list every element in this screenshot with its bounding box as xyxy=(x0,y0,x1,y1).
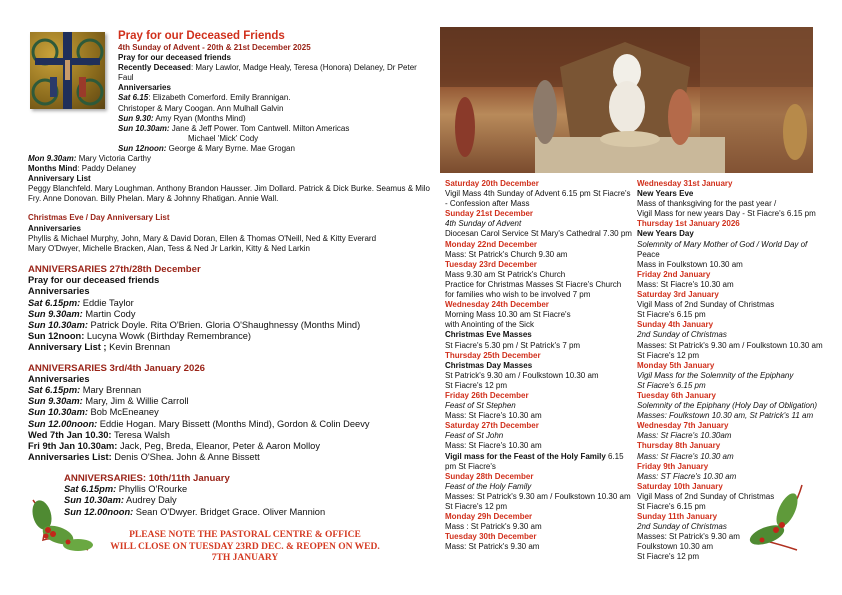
entry-text: Eddie Taylor xyxy=(80,297,134,308)
entry-line xyxy=(28,419,423,430)
entry-text: Kevin Brennan xyxy=(106,342,171,353)
text-line: St Fiacre's 6.15 pm xyxy=(637,380,706,390)
text-line: St Fiacre's 6.15 pm xyxy=(637,502,706,511)
text-line: Mass: ST Fiacre's 10.30 am xyxy=(637,471,737,481)
entry-label: Sun 9.30am: xyxy=(28,308,83,319)
text-line: Christmas Day Masses xyxy=(445,360,533,370)
section-heading: Sunday 28th December xyxy=(445,471,534,481)
text-line: Christoper & Mary Coogan. Ann Mulhall Galvin xyxy=(118,103,284,113)
section-heading: Christmas Eve / Day Anniversary List xyxy=(28,213,170,223)
section-heading: Saturday 3rd January xyxy=(637,290,719,300)
january-anniversaries xyxy=(64,473,364,518)
text-line: Practice for Christmas Masses St Fiacre's Church xyxy=(445,279,622,289)
notice-line: PLEASE NOTE THE PASTORAL CENTRE & OFFICE xyxy=(129,530,361,540)
entry-line xyxy=(118,124,418,134)
spacer xyxy=(28,354,423,363)
text-line: Pray for our deceased friends xyxy=(28,275,160,286)
text-line: Christmas Eve Masses xyxy=(445,330,532,340)
holly-decoration-icon xyxy=(742,480,808,560)
entry-text: : Paddy Delaney xyxy=(77,164,137,174)
text-line: St Fiacre's 12 pm xyxy=(637,350,699,360)
text-line: Mass 9.30 am St Patrick's Church xyxy=(445,269,566,279)
text-line: Masses: St Patrick's 9.30 am / Foulkstown 10.30 am xyxy=(445,491,631,501)
entry-line xyxy=(28,441,423,452)
entry-text: 6.15 xyxy=(605,451,624,461)
text-line: Michael 'Mick' Cody xyxy=(188,133,259,143)
text-line: Mass: St Patrick's 9.30 am xyxy=(445,542,540,552)
section-heading: ANNIVERSARIES 3rd/4th January 2026 xyxy=(28,362,206,374)
section-heading: Saturday 27th December xyxy=(445,421,539,431)
entry-label: Sun 10.30am: xyxy=(64,495,124,506)
text-line: Vigil Mass of 2nd Sunday of Christmas xyxy=(637,491,775,501)
entry-text: : Elizabeth Comerford. Emily Brannigan. xyxy=(148,93,291,103)
entry-label: Sun 10.30am: xyxy=(28,320,88,331)
entry-line xyxy=(28,342,423,353)
section-heading: Monday 22nd December xyxy=(445,239,538,249)
text-line: Vigil Mass for new years Day - St Fiacre's 6.15 pm xyxy=(637,209,816,219)
text-line: Vigil Mass for the Solemnity of the Epiphany xyxy=(637,370,794,380)
text-line: Masses: Foulkstown 10.30 am, St Patrick's 11 am xyxy=(637,411,814,421)
section-heading: Wednesday 24th December xyxy=(445,300,549,310)
section-heading: Monday 5th January xyxy=(637,360,715,370)
text-line: Solemnity of the Epiphany (Holy Day of Obligation) xyxy=(637,401,818,411)
text-line: Mass: St Patrick's Church 9.30 am xyxy=(445,249,568,259)
text-line: New Years Eve xyxy=(637,189,694,199)
entry-line xyxy=(28,407,423,418)
entry-label: Sat 6.15pm: xyxy=(64,484,117,495)
text-line: St Patrick's 9.30 am / Foulkstown 10.30 am xyxy=(445,370,599,380)
text-line: Feast of St Stephen xyxy=(445,401,516,411)
text-line: 2nd Sunday of Christmas xyxy=(637,330,727,340)
text-line: Feast of St John xyxy=(445,431,504,441)
upcoming-anniversaries xyxy=(28,264,423,463)
entry-text: Mary Victoria Carthy xyxy=(76,154,152,163)
spacer xyxy=(28,204,423,213)
entry-text: Jack, Peg, Breda, Eleanor, Peter & Aaron Molloy xyxy=(117,441,320,452)
text-line: Fry. Anne Donovan. Billy Phelan. Mary & Johnny Rhatigan. Annie Wall. xyxy=(28,194,279,204)
text-line: for families who wish to be involved 7 pm xyxy=(445,290,591,300)
section-heading: Tuesday 30th December xyxy=(445,532,537,542)
entry-line xyxy=(118,144,418,154)
text-line: Mass in Foulkstown 10.30 am xyxy=(637,259,743,269)
entry-text: Martin Cody xyxy=(82,308,136,319)
text-line: Vigil Mass 4th Sunday of Advent 6.15 pm St Fiacre's xyxy=(445,189,631,199)
entry-line xyxy=(28,385,423,396)
text-line: with Anointing of the Sick xyxy=(445,320,534,330)
text-line: Anniversary List xyxy=(28,174,91,184)
entry-line xyxy=(118,63,418,73)
entry-text: Mary, Jim & Willie Carroll xyxy=(82,396,189,407)
entry-label: Anniversary List ; xyxy=(28,342,107,353)
text-line: Mass: St Fiacre's 10.30 am xyxy=(637,279,734,289)
entry-line xyxy=(28,430,423,441)
text-line: Diocesan Carol Service St Mary's Cathedral 7.30 pm xyxy=(445,229,632,239)
text-line: Solemnity of Mary Mother of God / World Day of xyxy=(637,239,808,249)
entry-text: Mary Brennan xyxy=(80,385,142,396)
deceased-friends-header xyxy=(118,29,418,154)
entry-line xyxy=(28,298,423,309)
notice-line: WILL CLOSE ON TUESDAY 23RD DEC. & REOPEN ON WED. xyxy=(110,541,380,552)
section-heading: Sunday 11th January xyxy=(637,512,718,522)
office-closure-notice xyxy=(95,530,395,565)
entry-label: Sun 12noon: xyxy=(28,331,85,342)
section-heading: Wednesday 7th January xyxy=(637,421,729,431)
schedule-column-december xyxy=(445,179,635,552)
text-line: Mass of thanksgiving for the past year / xyxy=(637,199,777,209)
text-line: Peace xyxy=(637,249,660,259)
text-line: Mass: St Fiacre's 10.30 am xyxy=(445,441,542,451)
section-heading: Monday 29h December xyxy=(445,512,533,522)
entry-label: Sat 6.15 xyxy=(118,93,149,103)
entry-line xyxy=(28,154,423,164)
text-line: 4th Sunday of Advent xyxy=(445,219,522,229)
crucifix-mosaic-image xyxy=(30,32,105,109)
entry-line xyxy=(28,396,423,407)
section-heading: Friday 26th December xyxy=(445,390,529,400)
text-line: Pray for our deceased friends xyxy=(118,53,231,63)
entry-label: Sun 9.30: xyxy=(118,113,154,123)
entry-text: Teresa Walsh xyxy=(111,429,170,440)
text-line: Anniversaries xyxy=(28,223,81,233)
section-heading: ANNIVERSARIES: 10th/11th January xyxy=(64,473,230,484)
entry-label: Sun 12.00noon: xyxy=(28,418,98,429)
entry-label: Anniversaries List: xyxy=(28,452,112,463)
entry-label: Sat 6.15pm: xyxy=(28,385,81,396)
nativity-scene-photo xyxy=(440,27,813,173)
text-line: St Fiacre's 6.15 pm xyxy=(637,310,706,320)
entry-label: Sun 12.00noon: xyxy=(64,506,134,517)
text-line: pm St Fiacre's xyxy=(445,461,496,471)
notice-line: 7TH JANUARY xyxy=(211,553,279,563)
entry-text: Jane & Jeff Power. Tom Cantwell. Milton Americas xyxy=(169,123,350,133)
section-heading: Saturday 10th January xyxy=(637,481,723,491)
section-heading: Wednesday 31st January xyxy=(637,179,733,188)
entry-line xyxy=(64,484,364,495)
entry-label: Sat 6.15pm: xyxy=(28,297,81,308)
text-line: St Fiacre's 12 pm xyxy=(637,552,699,562)
entry-text: George & Mary Byrne. Mae Grogan xyxy=(166,143,295,153)
entry-line xyxy=(28,320,423,331)
entry-text: Denis O'Shea. John & Anne Bissett xyxy=(111,452,260,463)
text-line: Anniversaries xyxy=(118,83,171,93)
entry-line xyxy=(64,495,364,506)
text-line: Faul xyxy=(118,73,134,83)
entry-label: Sun 10.30am: xyxy=(28,407,88,418)
entry-line xyxy=(445,452,635,462)
entry-label: Wed 7th Jan 10.30: xyxy=(28,429,112,440)
section-heading: Sunday 4th January xyxy=(637,320,714,330)
section-heading: Tuesday 6th January xyxy=(637,390,716,400)
entry-line xyxy=(28,164,423,174)
section-heading: Saturday 20th December xyxy=(445,179,539,188)
entry-label: Vigil mass for the Feast of the Holy Family xyxy=(445,451,606,461)
text-line: Phyllis & Michael Murphy, John, Mary & David Doran, Ellen & Thomas O'Neill, Ned & Kitty Everard xyxy=(28,233,377,243)
text-line: Mass: St Fiacre's 10.30am xyxy=(637,431,732,441)
text-line: 2nd Sunday of Christmas xyxy=(637,522,727,532)
text-line: Morning Mass 10.30 am St Fiacre's xyxy=(445,310,571,320)
entry-text: Lucyna Wowk (Birthday Remembrance) xyxy=(84,331,252,342)
entry-line xyxy=(28,309,423,320)
text-line: Masses: St Patrick's 9.30 am xyxy=(637,532,740,542)
section-heading: Friday 9th January xyxy=(637,461,709,471)
text-line: Mass : St Patrick's 9.30 am xyxy=(445,522,542,532)
text-line: St Fiacre's 12 pm xyxy=(445,502,507,511)
section-heading: ANNIVERSARIES 27th/28th December xyxy=(28,264,201,275)
text-line: Mass: St Fiacre's 10.30 am xyxy=(637,451,734,461)
entry-label: Fri 9th Jan 10.30am: xyxy=(28,441,118,452)
entry-label: Sun 9.30am: xyxy=(28,396,83,407)
text-line: St Fiacre's 12 pm xyxy=(445,380,507,390)
text-line: - Confession after Mass xyxy=(445,199,530,209)
anniversary-lists xyxy=(28,154,430,254)
section-heading: Friday 2nd January xyxy=(637,269,711,279)
section-heading: Thursday 25th December xyxy=(445,350,541,360)
section-heading: Thursday 8th January xyxy=(637,441,721,451)
entry-text: : Mary Lawlor, Madge Healy, Teresa (Honora) Delaney, Dr Peter xyxy=(190,63,417,73)
section-heading: Sunday 21st December xyxy=(445,209,534,219)
entry-label: Sun 12noon: xyxy=(118,143,167,153)
text-line: Mary O'Dwyer, Michelle Bracken, Alan, Tess & Ned Jr Larkin, Kitty & Ned Larkin xyxy=(28,243,310,253)
entry-line xyxy=(64,507,364,518)
entry-text: Sean O'Dwyer. Bridget Grace. Oliver Mannion xyxy=(133,506,326,517)
text-line: Anniversaries xyxy=(28,286,90,297)
text-line: Masses: St Patrick's 9.30 am / Foulkstown 10.30 am xyxy=(637,340,823,350)
entry-label: Mon 9.30am: xyxy=(28,154,77,163)
entry-text: Phyllis O'Rourke xyxy=(116,484,188,495)
entry-line xyxy=(28,452,423,463)
entry-text: Patrick Doyle. Rita O'Brien. Gloria O'Shaughnessy (Months Mind) xyxy=(87,320,361,331)
holly-decoration-icon xyxy=(28,490,100,565)
section-heading: 4th Sunday of Advent - 20th & 21st December 2025 xyxy=(118,43,311,52)
section-heading: Tuesday 23rd December xyxy=(445,259,537,269)
entry-text: Bob McEneaney xyxy=(87,407,159,418)
entry-text: Eddie Hogan. Mary Bissett (Months Mind), Gordon & Colin Deevy xyxy=(97,418,370,429)
entry-line xyxy=(28,331,423,342)
entry-line xyxy=(118,93,418,103)
section-heading: Thursday 1st January 2026 xyxy=(637,219,740,229)
entry-label: Months Mind xyxy=(28,164,78,174)
text-line: Vigil Mass of 2nd Sunday of Christmas xyxy=(637,300,775,310)
text-line: Anniversaries xyxy=(28,373,90,384)
text-line: Peggy Blanchfeld. Mary Loughman. Anthony Brandon Hausser. Jim Dollard. Patrick & Dick Burke. Seamus & Milo xyxy=(28,184,430,194)
entry-text: Amy Ryan (Months Mind) xyxy=(153,113,246,123)
entry-label: Recently Deceased xyxy=(118,63,191,73)
text-line: Mass: St Fiacre's 10.30 am xyxy=(445,411,542,421)
entry-line xyxy=(118,114,418,124)
text-line: New Years Day xyxy=(637,229,694,239)
section-title: Pray for our Deceased Friends xyxy=(118,30,285,42)
text-line: Foulkstown 10.30 am xyxy=(637,542,714,552)
entry-label: Sun 10.30am: xyxy=(118,123,170,133)
text-line: St Fiacre's 5.30 pm / St Patrick's 7 pm xyxy=(445,340,581,350)
entry-text: Audrey Daly xyxy=(123,495,177,506)
text-line: Feast of the Holy Family xyxy=(445,481,532,491)
